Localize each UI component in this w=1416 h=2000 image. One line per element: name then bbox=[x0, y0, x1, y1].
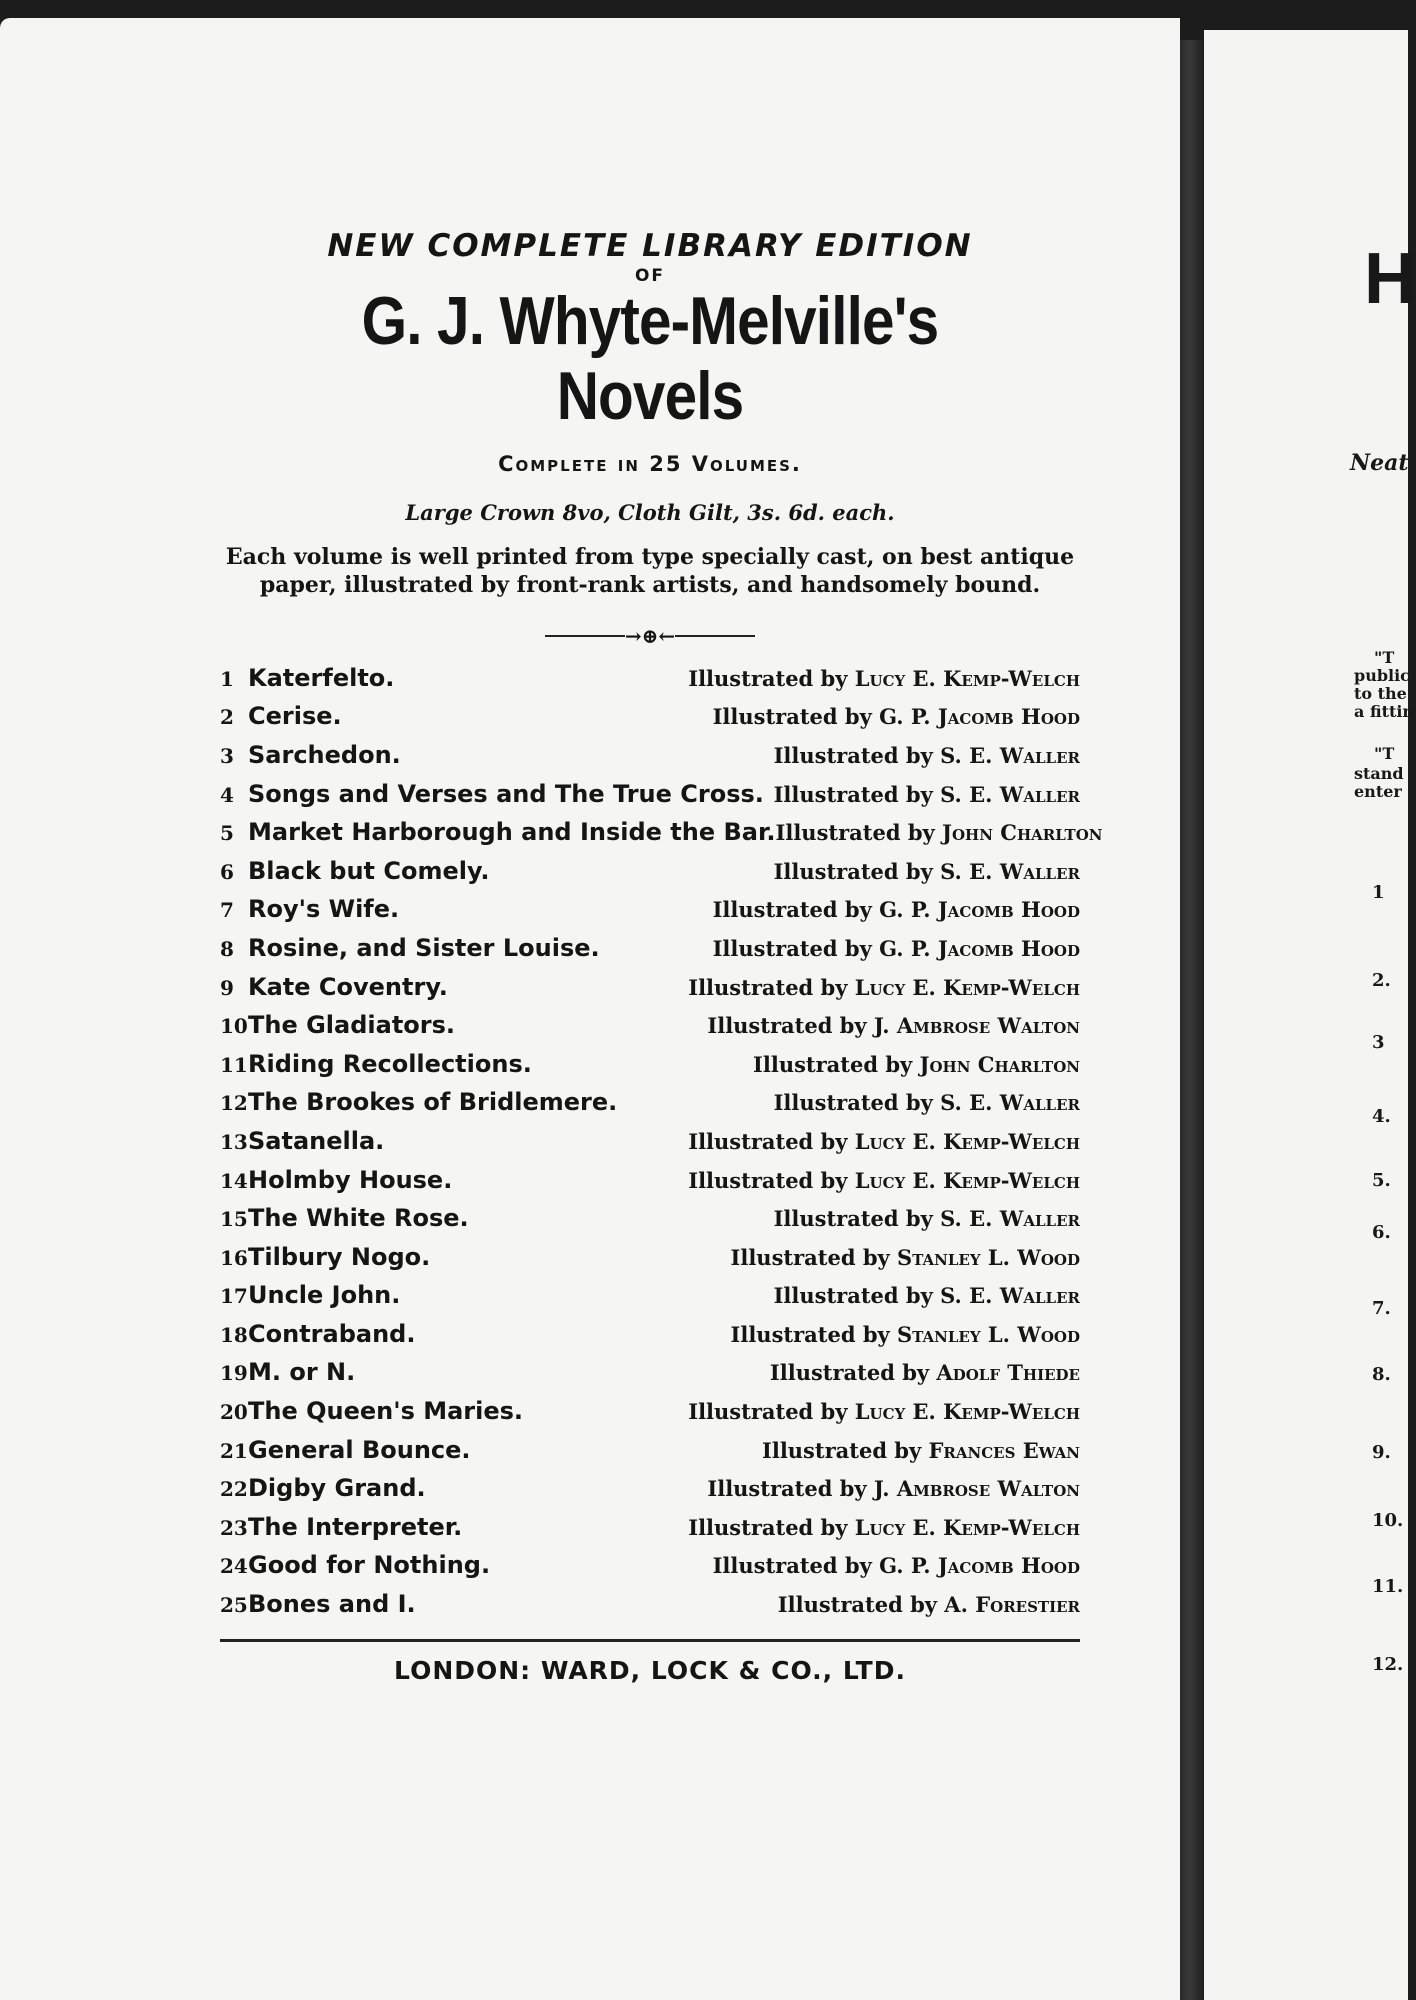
right-title-fragment: H bbox=[1364, 239, 1416, 319]
volume-entry bbox=[220, 1590, 416, 1618]
illustrated-by-label: Illustrated by bbox=[730, 1321, 890, 1347]
illustrator-credit bbox=[774, 1283, 1080, 1308]
volume-entry bbox=[220, 1050, 532, 1078]
volume-number: 8 bbox=[220, 936, 234, 961]
volume-entry bbox=[220, 895, 399, 923]
illustrator-name: S. E. Waller bbox=[940, 742, 1080, 768]
list-item bbox=[220, 934, 1080, 973]
right-quote-line: to the bbox=[1354, 684, 1407, 703]
volume-title: Market Harborough and Inside the Bar. bbox=[248, 818, 776, 847]
right-number: 4. bbox=[1372, 1106, 1391, 1127]
illustrated-by-label: Illustrated by bbox=[688, 974, 848, 1000]
volume-entry bbox=[220, 1474, 426, 1502]
illustrator-name: S. E. Waller bbox=[940, 1206, 1080, 1232]
illustrator-credit bbox=[688, 1515, 1080, 1540]
volume-title: Katerfelto. bbox=[248, 663, 395, 692]
illustrated-by-label: Illustrated by bbox=[769, 1360, 930, 1386]
volume-title: The Queen's Maries. bbox=[248, 1397, 524, 1426]
illustrator-credit bbox=[762, 1438, 1080, 1463]
list-item bbox=[220, 1436, 1080, 1475]
volume-title: The Interpreter. bbox=[248, 1512, 463, 1541]
right-quote-line: a fittin bbox=[1354, 702, 1415, 721]
volume-entry bbox=[220, 1281, 400, 1309]
list-item bbox=[220, 1590, 1080, 1629]
right-number: 9. bbox=[1372, 1442, 1391, 1463]
volume-title: The Gladiators. bbox=[248, 1011, 456, 1040]
volume-number: 19 bbox=[220, 1361, 248, 1386]
volume-number: 3 bbox=[220, 743, 234, 768]
illustrator-credit bbox=[688, 975, 1080, 1000]
list-item bbox=[220, 664, 1080, 703]
right-quote-line: "T bbox=[1374, 744, 1395, 763]
illustrator-name: G. P. Jacomb Hood bbox=[879, 704, 1080, 730]
illustrator-name: Adolf Thiede bbox=[936, 1360, 1080, 1386]
list-item bbox=[220, 741, 1080, 780]
right-number: 8. bbox=[1372, 1364, 1391, 1385]
illustrator-credit bbox=[707, 1013, 1080, 1038]
illustrated-by-label: Illustrated by bbox=[773, 781, 933, 807]
volume-title: Sarchedon. bbox=[248, 740, 401, 769]
illustrated-by-label: Illustrated by bbox=[753, 1051, 913, 1077]
volume-number: 14 bbox=[220, 1168, 248, 1193]
ornament-icon: →⊕← bbox=[624, 623, 676, 648]
volume-entry bbox=[220, 1243, 430, 1271]
right-number: 3 bbox=[1372, 1032, 1385, 1053]
illustrated-by-label: Illustrated by bbox=[773, 1090, 933, 1116]
illustrator-credit bbox=[774, 782, 1080, 807]
list-item bbox=[220, 973, 1080, 1012]
volume-list bbox=[220, 663, 1103, 1629]
volume-entry bbox=[220, 664, 394, 692]
of-line: OF bbox=[634, 266, 666, 286]
volume-entry bbox=[220, 857, 490, 885]
volume-number: 17 bbox=[220, 1284, 248, 1309]
list-item bbox=[220, 1243, 1080, 1282]
illustrated-by-label: Illustrated by bbox=[773, 1206, 933, 1232]
list-item bbox=[220, 1050, 1080, 1089]
ornament-divider bbox=[220, 624, 1080, 648]
illustrator-name: Stanley L. Wood bbox=[897, 1244, 1080, 1270]
volume-title: Black but Comely. bbox=[248, 856, 490, 885]
illustrator-credit bbox=[688, 666, 1080, 691]
illustrated-by-label: Illustrated by bbox=[712, 935, 872, 961]
illustrator-credit bbox=[774, 859, 1080, 884]
list-item bbox=[220, 1088, 1080, 1127]
illustrated-by-label: Illustrated by bbox=[773, 1283, 933, 1309]
illustrator-name: John Charlton bbox=[919, 1051, 1080, 1077]
volume-entry bbox=[220, 1551, 490, 1579]
illustrator-name: J. Ambrose Walton bbox=[873, 1013, 1080, 1039]
illustrated-by-label: Illustrated by bbox=[688, 1399, 848, 1425]
right-number: 1 bbox=[1372, 882, 1385, 903]
right-quote-line: "T bbox=[1374, 648, 1395, 667]
illustrator-name: Lucy E. Kemp-Welch bbox=[854, 1399, 1080, 1425]
volume-number: 23 bbox=[220, 1515, 248, 1540]
illustrator-name: S. E. Waller bbox=[940, 858, 1080, 884]
list-item bbox=[220, 1551, 1080, 1590]
list-item bbox=[220, 780, 1080, 819]
illustrator-name: G. P. Jacomb Hood bbox=[879, 1553, 1080, 1579]
volume-title: The Brookes of Bridlemere. bbox=[248, 1088, 618, 1117]
right-quote-line: stand bbox=[1354, 764, 1404, 783]
right-quote-line: enter bbox=[1354, 782, 1402, 801]
volume-title: Uncle John. bbox=[248, 1281, 401, 1310]
illustrator-name: Frances Ewan bbox=[928, 1437, 1080, 1463]
volume-number: 16 bbox=[220, 1245, 248, 1270]
edition-heading: NEW COMPLETE LIBRARY EDITION bbox=[327, 228, 973, 264]
right-page bbox=[1204, 30, 1416, 2000]
volume-entry bbox=[220, 1358, 355, 1386]
volume-number: 25 bbox=[220, 1593, 248, 1618]
volume-number: 13 bbox=[220, 1129, 248, 1154]
volume-entry bbox=[220, 1397, 523, 1425]
volume-entry bbox=[220, 1513, 462, 1541]
list-item bbox=[220, 1320, 1080, 1359]
illustrator-name: Lucy E. Kemp-Welch bbox=[854, 1514, 1080, 1540]
volume-number: 11 bbox=[220, 1052, 248, 1077]
volume-title: Roy's Wife. bbox=[248, 895, 400, 924]
illustrated-by-label: Illustrated by bbox=[707, 1476, 867, 1502]
list-item bbox=[220, 818, 1103, 857]
publisher-imprint: LONDON: WARD, LOCK & CO., LTD. bbox=[394, 1655, 906, 1685]
volume-title: Bones and I. bbox=[248, 1590, 416, 1619]
illustrated-by-label: Illustrated by bbox=[730, 1244, 890, 1270]
volume-number: 12 bbox=[220, 1091, 248, 1116]
illustrator-name: Stanley L. Wood bbox=[897, 1321, 1080, 1347]
illustrator-credit bbox=[731, 1322, 1080, 1347]
list-item bbox=[220, 1281, 1080, 1320]
illustrator-name: S. E. Waller bbox=[940, 1090, 1080, 1116]
volume-title: Holmby House. bbox=[248, 1165, 453, 1194]
list-item bbox=[220, 1204, 1080, 1243]
illustrator-credit bbox=[778, 1592, 1080, 1617]
ornament-rule-right bbox=[675, 635, 755, 637]
volume-title: Tilbury Nogo. bbox=[248, 1242, 431, 1271]
illustrator-name: Lucy E. Kemp-Welch bbox=[854, 665, 1080, 691]
volume-number: 22 bbox=[220, 1477, 248, 1502]
divider bbox=[220, 1639, 1080, 1642]
volume-entry bbox=[220, 1204, 469, 1232]
illustrator-name: Lucy E. Kemp-Welch bbox=[854, 974, 1080, 1000]
illustrator-name: Lucy E. Kemp-Welch bbox=[854, 1128, 1080, 1154]
volume-number: 6 bbox=[220, 859, 234, 884]
description: Each volume is well printed from type specially cast, on best antique paper, illustrated by front-rank artists, and handsomely bound. bbox=[225, 543, 1075, 599]
volume-entry bbox=[220, 1320, 415, 1348]
left-page bbox=[0, 18, 1180, 2000]
illustrated-by-label: Illustrated by bbox=[712, 1553, 872, 1579]
right-number: 12. bbox=[1372, 1654, 1404, 1675]
illustrator-name: G. P. Jacomb Hood bbox=[879, 935, 1080, 961]
volume-count: Complete in 25 Volumes. bbox=[498, 451, 802, 476]
illustrator-credit bbox=[688, 1129, 1080, 1154]
volume-title: Cerise. bbox=[248, 702, 342, 731]
right-neat-fragment: Neat bbox=[1350, 450, 1409, 476]
page-title: G. J. Whyte-Melville's Novels bbox=[361, 283, 939, 434]
right-number: 5. bbox=[1372, 1170, 1391, 1191]
illustrator-credit bbox=[688, 1168, 1080, 1193]
right-number: 10. bbox=[1372, 1510, 1404, 1531]
volume-number: 9 bbox=[220, 975, 234, 1000]
illustrator-credit bbox=[774, 1090, 1080, 1115]
volume-entry bbox=[220, 818, 776, 846]
volume-number: 24 bbox=[220, 1554, 248, 1579]
illustrator-name: S. E. Waller bbox=[940, 1283, 1080, 1309]
volume-entry bbox=[220, 1088, 617, 1116]
volume-number: 10 bbox=[220, 1014, 248, 1039]
illustrator-credit bbox=[776, 820, 1103, 845]
illustrator-credit bbox=[707, 1476, 1080, 1501]
illustrated-by-label: Illustrated by bbox=[688, 1514, 848, 1540]
volume-number: 18 bbox=[220, 1322, 248, 1347]
illustrator-name: A. Forestier bbox=[944, 1592, 1080, 1618]
illustrator-name: S. E. Waller bbox=[940, 781, 1080, 807]
illustrator-name: Lucy E. Kemp-Welch bbox=[854, 1167, 1080, 1193]
volume-number: 7 bbox=[220, 898, 234, 923]
illustrated-by-label: Illustrated by bbox=[712, 704, 872, 730]
book-spine bbox=[1180, 40, 1204, 2000]
advertisement bbox=[220, 228, 1103, 1685]
volume-entry bbox=[220, 934, 600, 962]
right-number: 2. bbox=[1372, 970, 1391, 991]
list-item bbox=[220, 857, 1080, 896]
volume-number: 20 bbox=[220, 1400, 248, 1425]
volume-title: Good for Nothing. bbox=[248, 1551, 491, 1580]
ornament-rule-left bbox=[545, 635, 625, 637]
volume-entry bbox=[220, 1436, 471, 1464]
list-item bbox=[220, 1358, 1080, 1397]
volume-title: M. or N. bbox=[248, 1358, 356, 1387]
illustrator-credit bbox=[774, 743, 1080, 768]
illustrated-by-label: Illustrated by bbox=[688, 1128, 848, 1154]
volume-title: Satanella. bbox=[248, 1126, 385, 1155]
volume-title: The White Rose. bbox=[248, 1204, 469, 1233]
illustrated-by-label: Illustrated by bbox=[773, 858, 933, 884]
volume-number: 5 bbox=[220, 821, 234, 846]
illustrated-by-label: Illustrated by bbox=[688, 1167, 848, 1193]
illustrator-credit bbox=[713, 936, 1080, 961]
volume-number: 4 bbox=[220, 782, 234, 807]
format-price: Large Crown 8vo, Cloth Gilt, 3s. 6d. each. bbox=[405, 499, 895, 525]
illustrated-by-label: Illustrated by bbox=[712, 897, 872, 923]
illustrator-credit bbox=[774, 1206, 1080, 1231]
illustrated-by-label: Illustrated by bbox=[762, 1437, 922, 1463]
list-item bbox=[220, 1011, 1080, 1050]
illustrator-credit bbox=[731, 1245, 1080, 1270]
volume-entry bbox=[220, 780, 764, 808]
list-item bbox=[220, 1127, 1080, 1166]
illustrated-by-label: Illustrated by bbox=[777, 1592, 937, 1618]
list-item bbox=[220, 1397, 1080, 1436]
illustrated-by-label: Illustrated by bbox=[688, 665, 848, 691]
right-number: 6. bbox=[1372, 1222, 1391, 1243]
illustrator-credit bbox=[713, 897, 1080, 922]
illustrator-name: J. Ambrose Walton bbox=[873, 1476, 1080, 1502]
list-item bbox=[220, 1513, 1080, 1552]
list-item bbox=[220, 702, 1080, 741]
illustrator-credit bbox=[713, 704, 1080, 729]
volume-number: 2 bbox=[220, 705, 234, 730]
illustrator-credit bbox=[713, 1553, 1080, 1578]
volume-number: 15 bbox=[220, 1207, 248, 1232]
illustrator-credit bbox=[688, 1399, 1080, 1424]
volume-title: Kate Coventry. bbox=[248, 972, 448, 1001]
illustrated-by-label: Illustrated by bbox=[707, 1013, 867, 1039]
illustrator-credit bbox=[770, 1360, 1080, 1385]
volume-entry bbox=[220, 973, 448, 1001]
list-item bbox=[220, 1474, 1080, 1513]
list-item bbox=[220, 895, 1080, 934]
illustrated-by-label: Illustrated by bbox=[773, 742, 933, 768]
volume-entry bbox=[220, 1166, 452, 1194]
volume-title: Songs and Verses and The True Cross. bbox=[248, 779, 764, 808]
right-number: 7. bbox=[1372, 1298, 1391, 1319]
volume-entry bbox=[220, 1127, 384, 1155]
volume-title: Riding Recollections. bbox=[248, 1049, 532, 1078]
illustrator-name: John Charlton bbox=[942, 820, 1103, 846]
volume-title: Rosine, and Sister Louise. bbox=[248, 933, 600, 962]
volume-number: 1 bbox=[220, 666, 234, 691]
volume-title: General Bounce. bbox=[248, 1435, 471, 1464]
volume-entry bbox=[220, 741, 401, 769]
right-number: 11. bbox=[1372, 1576, 1404, 1597]
volume-title: Contraband. bbox=[248, 1319, 416, 1348]
volume-number: 21 bbox=[220, 1438, 248, 1463]
illustrator-credit bbox=[753, 1052, 1080, 1077]
illustrated-by-label: Illustrated by bbox=[775, 820, 935, 846]
volume-entry bbox=[220, 1011, 455, 1039]
volume-entry bbox=[220, 702, 342, 730]
volume-title: Digby Grand. bbox=[248, 1474, 426, 1503]
right-quote-line: public bbox=[1354, 666, 1410, 685]
illustrator-name: G. P. Jacomb Hood bbox=[879, 897, 1080, 923]
list-item bbox=[220, 1166, 1080, 1205]
